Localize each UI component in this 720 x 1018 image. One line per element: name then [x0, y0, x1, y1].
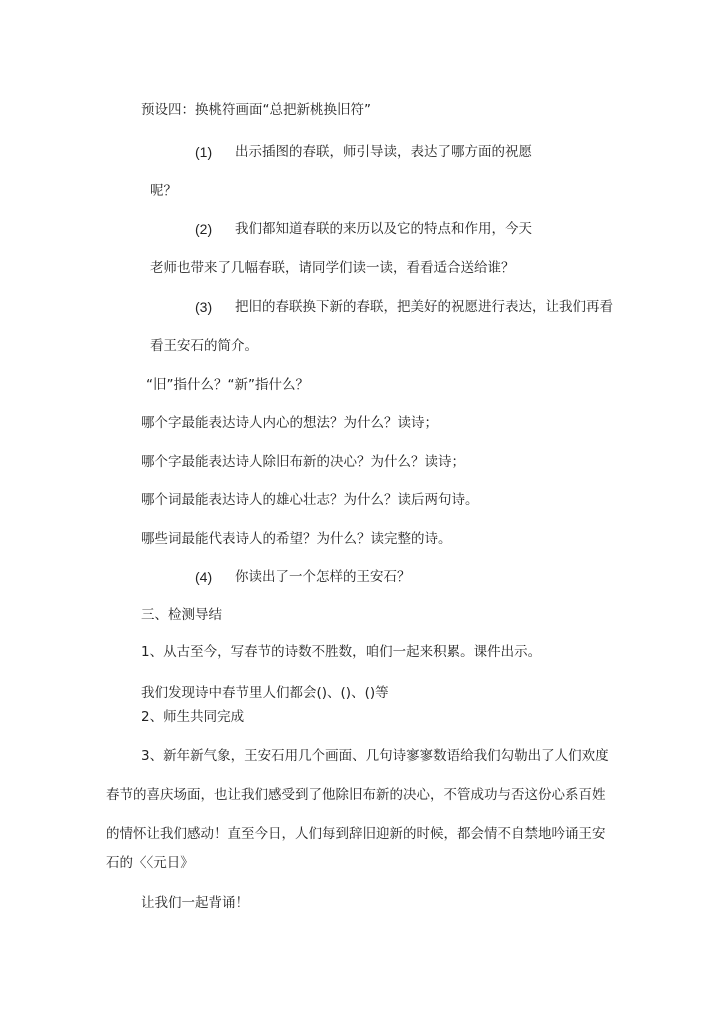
step-3-line-2: 春节的喜庆场面，也让我们感受到了他除旧布新的决心，不管成功与否这份心系百姓	[106, 787, 606, 803]
preset-four-heading: 预设四：换桃符画面“总把新桃换旧符”	[141, 102, 371, 118]
item-4-text: 你读出了一个怎样的王安石？	[235, 569, 411, 585]
question-2: 哪个字最能表达诗人除旧布新的决心？为什么？读诗；	[141, 454, 465, 470]
item-4-number: (4)	[195, 569, 213, 585]
item-3-continuation: 看王安石的简介。	[150, 338, 258, 354]
item-2-text: 我们都知道春联的来历以及它的特点和作用，今天	[235, 221, 532, 237]
step-2-text: 2、师生共同完成	[141, 709, 245, 725]
item-3-text: 把旧的春联换下新的春联，把美好的祝愿进行表达，让我们再看	[235, 299, 613, 315]
step-3-line-4: 石的〈〈元日》	[106, 855, 194, 871]
step-3-line-3: 的情怀让我们感动！直至今日，人们每到辞旧迎新的时候，都会情不自禁地吟诵王安	[106, 826, 606, 842]
step-3-line-1: 3、新年新气象，王安石用几个画面、几句诗寥寥数语给我们勾勒出了人们欢度	[141, 748, 609, 764]
item-1-continuation: 呢？	[150, 183, 177, 199]
question-old-new: “旧”指什么？“新”指什么？	[146, 377, 309, 393]
step-1-subtext: 我们发现诗中春节里人们都会()、()、()等	[141, 685, 389, 701]
item-1-text: 出示插图的春联，师引导读，表达了哪方面的祝愿	[235, 144, 532, 160]
question-4: 哪些词最能代表诗人的希望？为什么？读完整的诗。	[141, 531, 452, 547]
question-3: 哪个词最能表达诗人的雄心壮志？为什么？读后两句诗。	[141, 492, 479, 508]
question-1: 哪个字最能表达诗人内心的想法？为什么？读诗；	[141, 415, 438, 431]
item-2-continuation: 老师也带来了几幅春联，请同学们读一读，看看适合送给谁？	[150, 260, 515, 276]
item-2-number: (2)	[195, 221, 213, 237]
step-1-text: 1、从古至今，写春节的诗数不胜数，咱们一起来积累。课件出示。	[141, 644, 542, 660]
item-1-number: (1)	[195, 144, 213, 160]
section-three-heading: 三、检测导结	[141, 607, 222, 623]
item-3-number: (3)	[195, 299, 213, 315]
closing-line: 让我们一起背诵！	[141, 895, 249, 911]
